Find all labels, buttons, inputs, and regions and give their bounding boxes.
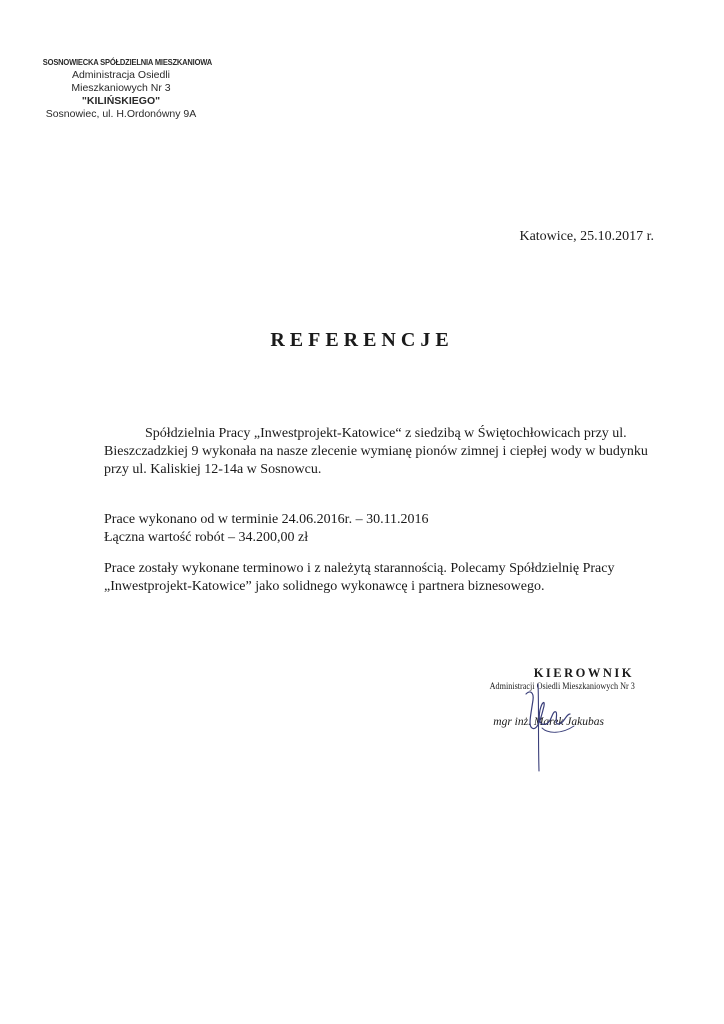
stamp-line-3: Mieszkaniowych Nr 3 (71, 82, 171, 94)
signatory-name: mgr inż. Marek Jakubas (493, 716, 604, 728)
stamp-line-2: Administracja Osiedli (71, 69, 171, 81)
paragraph-details (104, 511, 649, 547)
organization-stamp (36, 56, 213, 121)
document-date: Katowice, 25.10.2017 r. (519, 229, 654, 244)
signatory-title: KIEROWNIK (533, 666, 634, 680)
handwritten-signature (512, 676, 612, 776)
paragraph-intro: Spółdzielnia Pracy „Inwestprojekt-Katowice“ z siedzibą w Świętochłowicach przy ul. Bieszczadzkiej 9 wykonała na nasze zlecenie wymianę pionów zimnej i ciepłej wody w budynku przy ul. Kaliskiej 12-14a w Sosnowcu. (104, 426, 648, 477)
document-title: REFERENCJE (270, 329, 454, 351)
work-period: Prace wykonano od w terminie 24.06.2016r. – 30.11.2016 (104, 512, 429, 527)
stamp-line-1: SOSNOWIECKA SPÓŁDZIELNIA MIESZKANIOWA (42, 58, 213, 67)
work-value: Łączna wartość robót – 34.200,00 zł (104, 530, 309, 545)
stamp-line-5: Sosnowiec, ul. H.Ordonówny 9A (45, 108, 197, 120)
stamp-line-4: "KILIŃSKIEGO" (81, 95, 161, 107)
signatory-organization: Administracji Osiedli Mieszkaniowych Nr 3 (489, 682, 635, 692)
paragraph-recommendation: Prace zostały wykonane terminowo i z należytą starannością. Polecamy Spółdzielnię Pracy „Inwestprojekt-Katowice” jako solidnego wykonawcę i partnera biznesowego. (104, 561, 615, 594)
